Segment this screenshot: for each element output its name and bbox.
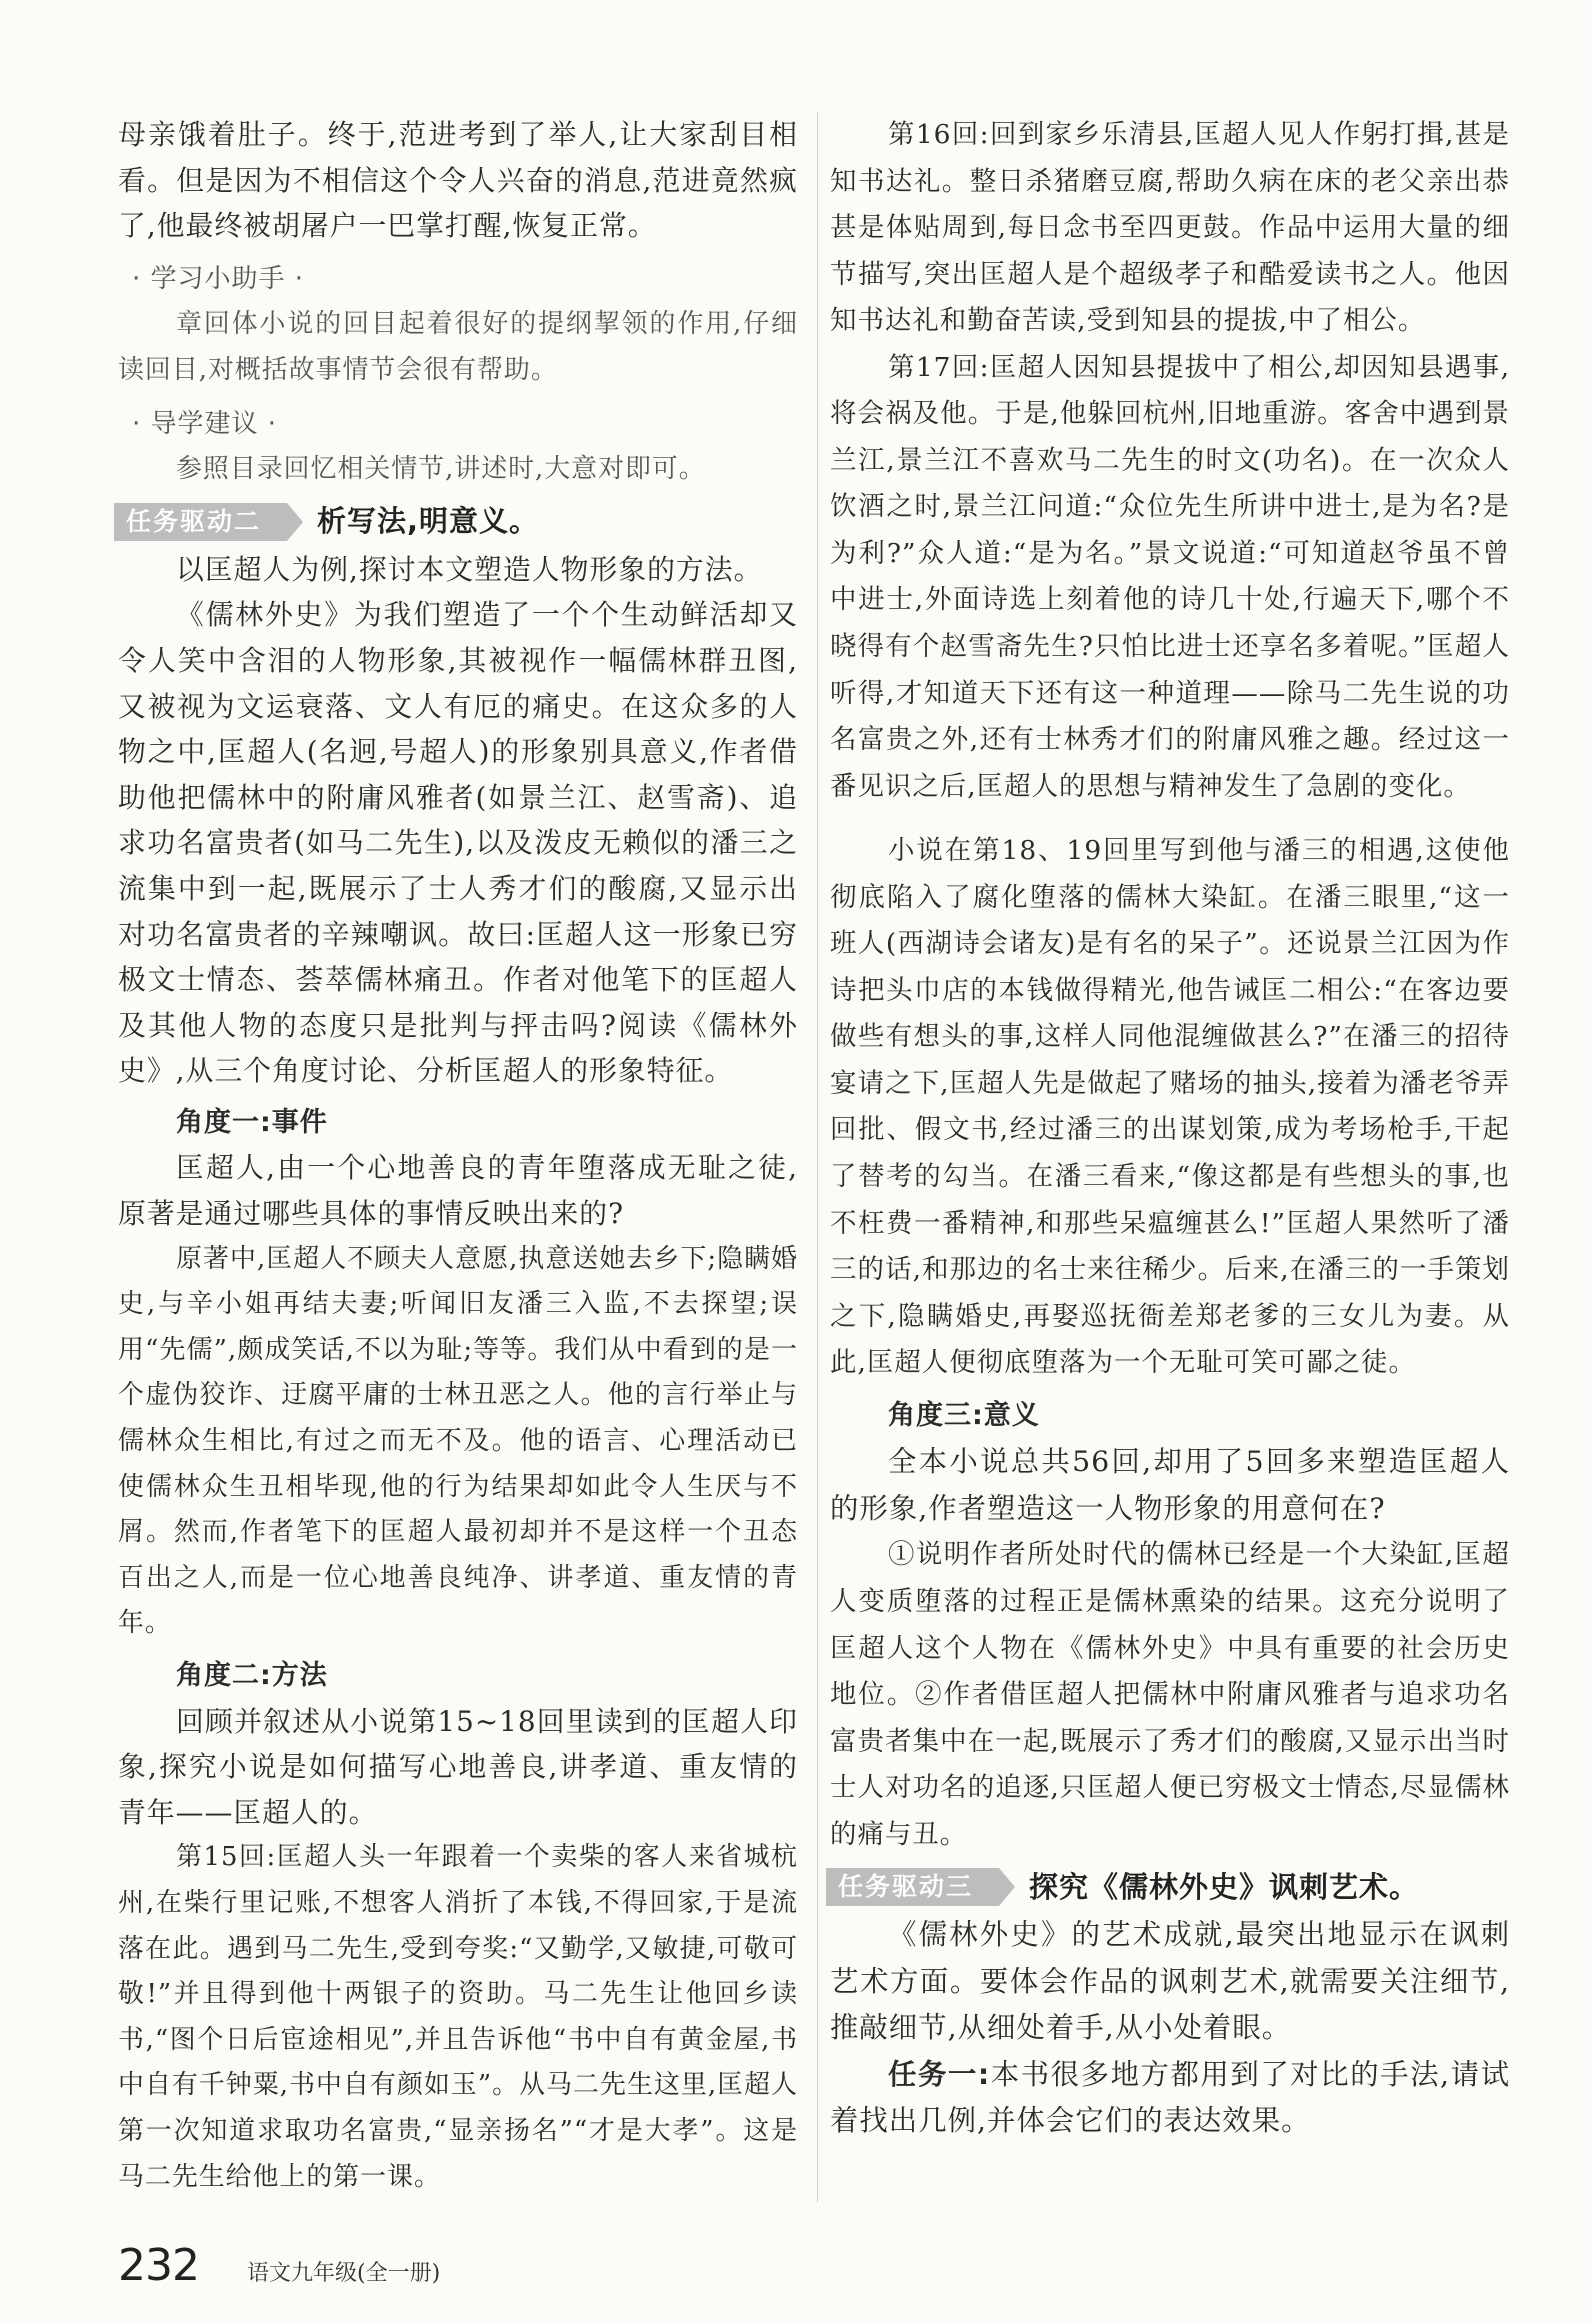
task-header-3 [826, 1864, 1510, 1910]
task3-paragraph: 《儒林外史》的艺术成就,最突出地显示在讽刺艺术方面。要体会作品的讽刺艺术,就需要关注细节,推敲细节,从细处着手,从小处着眼。 [830, 1918, 1510, 2045]
helper-heading: · 学习小助手 · [132, 263, 305, 294]
angle-1-answer: 原著中,匡超人不顾夫人意愿,执意送她去乡下;隐瞒婚史,与辛小姐再结夫妻;听闻旧友潘三入监,不去探望;误用“先儒”,颇成笑话,不以为耻;等等。我们从中看到的是一个虚伪狡诈、迂腐平庸的士林丑恶之人。他的言行举止与儒林众生相比,有过之而无不及。他的语言、心理活动已使儒林众生丑相毕现,他的行为结果却如此令人生厌与不屑。然而,作者笔下的匡超人最初却并不是这样一个丑态百出之人,而是一位心地善良纯净、讲孝道、重友情的青年。 [118, 1243, 798, 1639]
angle-3-heading: 角度三:意义 [888, 1399, 1040, 1431]
angle-3-question: 全本小说总共56回,却用了5回多来塑造匡超人的形象,作者塑造这一人物形象的用意何在? [830, 1445, 1510, 1525]
guide-heading: · 导学建议 · [132, 408, 278, 439]
angle-1-heading: 角度一:事件 [176, 1106, 328, 1138]
chapter-18-19-text: 小说在第18、19回里写到他与潘三的相遇,这使他彻底陷入了腐化堕落的儒林大染缸。在潘三眼里,“这一班人(西湖诗会诸友)是有名的呆子”。还说景兰江因为作诗把头巾店的本钱做得精光,他告诫匡二相公:“在客边要做些有想头的事,这样人同他混缠做甚么?”在潘三的招待宴请之下,匡超人先是做起了赌场的抽头,接着为潘老爷弄回批、假文书,经过潘三的出谋划策,成为考场枪手,干起了替考的勾当。在潘三看来,“像这都是有些想头的事,也不枉费一番精神,和那些呆瘟缠甚么!”匡超人果然听了潘三的话,和那边的名士来往稀少。后来,在潘三的一手策划之下,隐瞒婚史,再娶巡抚衙差郑老爹的三女儿为妻。从此,匡超人便彻底堕落为一个无耻可笑可鄙之徒。 [830, 835, 1510, 1379]
angle-2-question: 回顾并叙述从小说第15~18回里读到的匡超人印象,探究小说是如何描写心地善良,讲孝道、重友情的青年——匡超人的。 [118, 1704, 798, 1829]
task-title-2: 析写法,明意义。 [317, 503, 540, 538]
column-divider [817, 112, 818, 2202]
page-number: 232 [118, 2240, 199, 2291]
paragraph-fan-jin: 母亲饿着肚子。终于,范进考到了举人,让大家刮目相看。但是因为不相信这个令人兴奋的消息,范进竟然疯了,他最终被胡屠户一巴掌打醒,恢复正常。 [118, 118, 798, 243]
chapter-17-text: 第17回:匡超人因知县提拔中了相公,却因知县遇事,将会祸及他。于是,他躲回杭州,旧地重游。客舍中遇到景兰江,景兰江不喜欢马二先生的时文(功名)。在一次众人饮酒之时,景兰江问道:“众位先生所讲中进士,是为名?是为利?”众人道:“是为名。”景文说道:“可知道赵爷虽不曾中进士,外面诗选上刻着他的诗几十处,行遍天下,哪个不晓得有个赵雪斋先生?只怕比进士还享名多着呢。”匡超人听得,才知道天下还有这一种道理——除马二先生说的功名富贵之外,还有士林秀才们的附庸风雅之趣。经过这一番见识之后,匡超人的思想与精神发生了急剧的变化。 [830, 351, 1511, 802]
task-badge-2: 任务驱动二 [114, 503, 287, 541]
task-title-3: 探究《儒林外史》讽刺艺术。 [1029, 1869, 1420, 1904]
helper-text: 章回体小说的回目起着很好的提纲挈领的作用,仔细读回目,对概括故事情节会很有帮助。 [118, 309, 798, 385]
left-column [118, 112, 798, 2200]
book-title: 语文九年级(全一册) [246, 2261, 441, 2286]
paragraph-overview: 《儒林外史》为我们塑造了一个个生动鲜活却又令人笑中含泪的人物形象,其被视作一幅儒林群丑图,又被视为文运衰落、文人有厄的痛史。在这众多的人物之中,匡超人(名迥,号超人)的形象别具意义,作者借助他把儒林中的附庸风雅者(如景兰江、赵雪斋)、追求功名富贵者(如马二先生),以及泼皮无赖似的潘三之流集中到一起,既展示了士人秀才们的酸腐,又显示出对功名富贵者的辛辣嘲讽。故曰:匡超人这一形象已穷极文士情态、荟萃儒林痛丑。作者对他笔下的匡超人及其他人物的态度只是批判与抨击吗?阅读《儒林外史》,从三个角度讨论、分析匡超人的形象特征。 [118, 598, 798, 1088]
angle-1-question: 匡超人,由一个心地善良的青年堕落成无耻之徒,原著是通过哪些具体的事情反映出来的? [118, 1151, 798, 1231]
spacer [830, 810, 1510, 828]
task-one [830, 2052, 1510, 2145]
task-badge-3: 任务驱动三 [826, 1868, 999, 1906]
page-footer [118, 2240, 440, 2291]
task-header-2 [114, 499, 798, 545]
chapter-15-text: 第15回:匡超人头一年跟着一个卖柴的客人来省城杭州,在柴行里记账,不想客人消折了本钱,不得回家,于是流落在此。遇到马二先生,受到夸奖:“又勤学,又敏捷,可敬可敬!”并且得到他十两银子的资助。马二先生让他回乡读书,“图个日后宦途相见”,并且告诉他“书中自有黄金屋,书中自有千钟粟,书中自有颜如玉”。从马二先生这里,匡超人第一次知道求取功名富贵,“显亲扬名”“才是大孝”。这是马二先生给他上的第一课。 [118, 1842, 798, 2192]
chapter-16-text: 第16回:回到家乡乐清县,匡超人见人作躬打揖,甚是知书达礼。整日杀猪磨豆腐,帮助久病在床的老父亲出恭甚是体贴周到,每日念书至四更鼓。作品中运用大量的细节描写,突出匡超人是个超级孝子和酷爱读书之人。他因知书达礼和勤奋苦读,受到知县的提拔,中了相公。 [830, 119, 1510, 337]
angle-2-heading: 角度二:方法 [176, 1660, 328, 1691]
task2-intro: 以匡超人为例,探讨本文塑造人物形象的方法。 [176, 552, 763, 586]
task-one-label: 任务一: [888, 2057, 991, 2091]
task-one-text: 本书很多地方都用到了对比的手法,请试着找出几例,并体会它们的表达效果。 [830, 2057, 1510, 2138]
guide-text: 参照目录回忆相关情节,讲述时,大意对即可。 [176, 454, 706, 485]
angle-3-answer: ①说明作者所处时代的儒林已经是一个大染缸,匡超人变质堕落的过程正是儒林熏染的结果。这充分说明了匡超人这个人物在《儒林外史》中具有重要的社会历史地位。②作者借匡超人把儒林中附庸风雅者与追求功名富贵者集中在一起,既展示了秀才们的酸腐,又显示出当时士人对功名的追逐,只匡超人便已穷极文士情态,尽显儒林的痛与丑。 [830, 1539, 1510, 1850]
right-column [830, 112, 1510, 2145]
